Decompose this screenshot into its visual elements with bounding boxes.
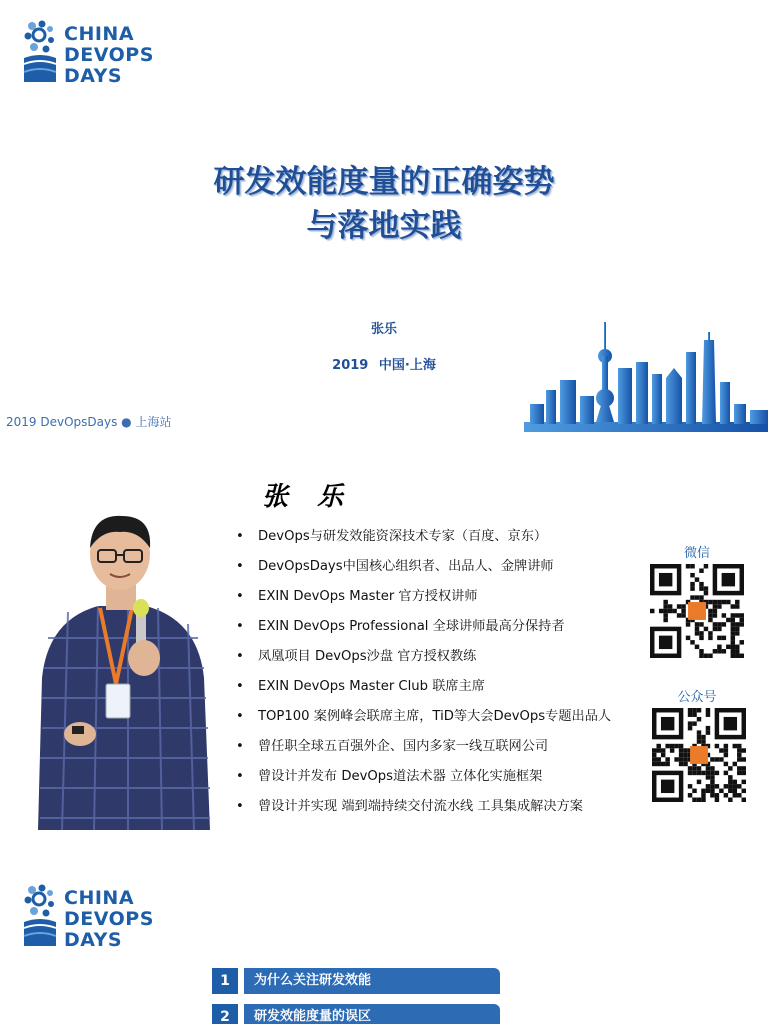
credential-text: 凤凰项目 DevOps沙盘 官方授权教练 (258, 649, 477, 664)
list-item (236, 766, 656, 796)
speaker-credentials-list (236, 526, 656, 826)
speaker-photo (28, 508, 214, 830)
official-account-qr-code (652, 708, 746, 802)
china-devops-days-logo (22, 884, 162, 954)
wechat-qr-code (650, 564, 744, 658)
official-account-qr-label: 公众号 (677, 690, 717, 705)
credential-text: TOP100 案例峰会联席主席，TiD等大会DevOps专题出品人 (258, 709, 612, 724)
logo-line-days: DAYS (64, 929, 123, 951)
wechat-qr-label: 微信 (683, 546, 710, 561)
speaker-name: 张乐 (370, 322, 397, 337)
speaker-name-calligraphy: 张 乐 (262, 482, 354, 512)
logo-line-devops: DEVOPS (64, 908, 154, 930)
agenda-number: 1 (212, 968, 238, 994)
agenda-label: 研发效能度量的误区 (244, 1004, 500, 1024)
list-item (236, 796, 656, 826)
agenda-item-1 (212, 968, 500, 996)
logo-line-china: CHINA (64, 23, 135, 45)
credential-text: DevOpsDays中国核心组织者、出品人、金牌讲师 (258, 559, 554, 574)
shanghai-skyline-icon (524, 318, 768, 432)
credential-text: DevOps与研发效能资深技术专家（百度、京东） (258, 529, 548, 544)
agenda-number: 2 (212, 1004, 238, 1024)
logo-wordmark (64, 24, 154, 87)
talk-title-line-2: 与落地实践 (306, 208, 462, 244)
agenda-item-2 (212, 1004, 500, 1024)
credential-text: EXIN DevOps Master 官方授权讲师 (258, 589, 478, 604)
list-item (236, 556, 656, 586)
bullet-dot: • (236, 619, 244, 634)
logo-mark-icon (22, 20, 58, 84)
list-item (236, 706, 656, 736)
logo-wordmark (64, 888, 154, 951)
credential-text: 曾任职全球五百强外企、国内多家一线互联网公司 (258, 739, 549, 754)
credential-text: EXIN DevOps Master Club 联席主席 (258, 679, 485, 694)
china-devops-days-logo (22, 20, 162, 90)
list-item (236, 736, 656, 766)
logo-line-devops: DEVOPS (64, 44, 154, 66)
bullet-dot: • (236, 589, 244, 604)
credential-text: 曾设计并实现 端到端持续交付流水线 工具集成解决方案 (258, 799, 583, 814)
title-slide (0, 0, 768, 432)
list-item (236, 616, 656, 646)
bullet-dot: • (236, 679, 244, 694)
talk-title-line-1: 研发效能度量的正确姿势 (213, 164, 555, 200)
speaker-bio-slide (0, 458, 768, 858)
bullet-dot: • (236, 769, 244, 784)
agenda-slide (0, 862, 768, 1024)
logo-line-days: DAYS (64, 65, 123, 87)
list-item (236, 646, 656, 676)
bullet-dot: • (236, 709, 244, 724)
logo-mark-icon (22, 884, 58, 948)
list-item (236, 526, 656, 556)
talk-title (0, 160, 768, 248)
list-item (236, 676, 656, 706)
list-item (236, 586, 656, 616)
credential-text: EXIN DevOps Professional 全球讲师最高分保持者 (258, 619, 565, 634)
event-footer: 2019 DevOpsDays ● 上海站 (6, 415, 172, 429)
credential-text: 曾设计并发布 DevOps道法术器 立体化实施框架 (258, 769, 543, 784)
date-location: 2019 中国·上海 (332, 358, 436, 373)
agenda-label: 为什么关注研发效能 (244, 968, 500, 994)
logo-line-china: CHINA (64, 887, 135, 909)
bullet-dot: • (236, 529, 244, 544)
bullet-dot: • (236, 799, 244, 814)
bullet-dot: • (236, 559, 244, 574)
bullet-dot: • (236, 739, 244, 754)
bullet-dot: • (236, 649, 244, 664)
